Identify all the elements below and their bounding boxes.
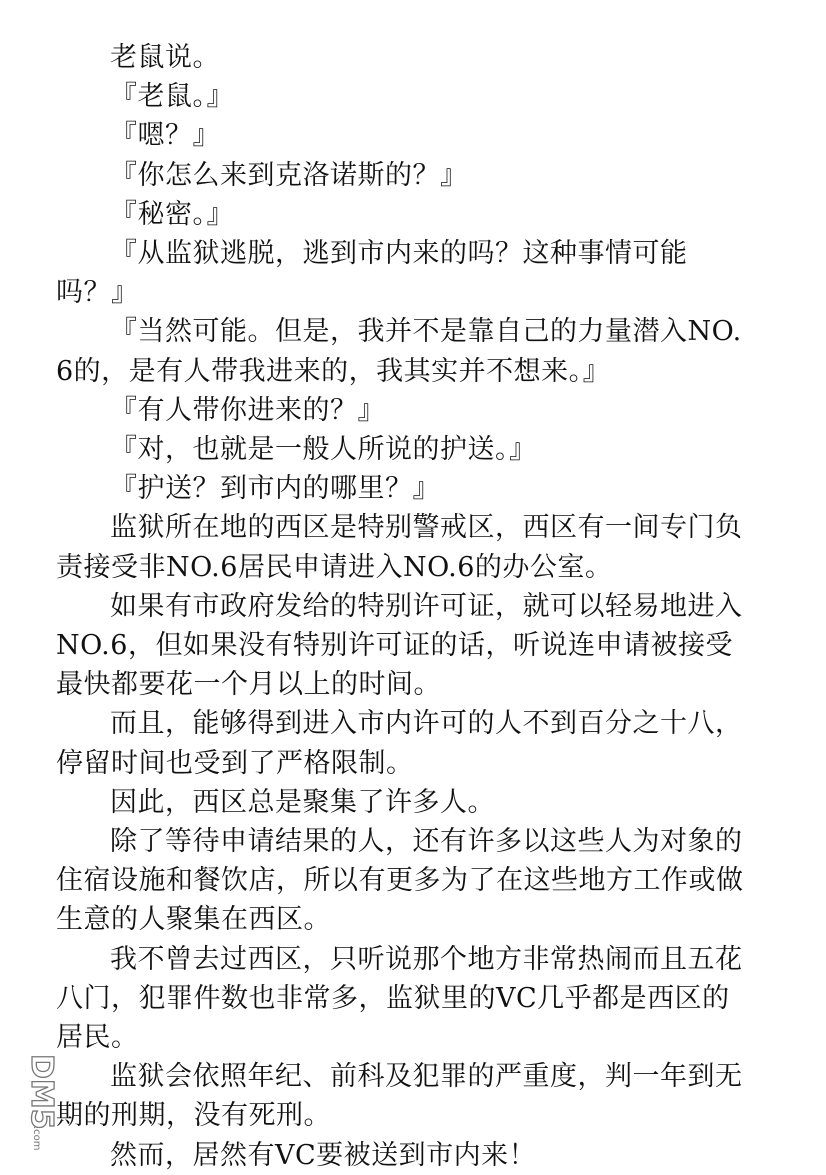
paragraph: 『老鼠。』 — [110, 81, 234, 113]
paragraph: 『你怎么来到克洛诺斯的？』 — [110, 159, 468, 191]
paragraph: 『嗯？』 — [110, 120, 220, 152]
paragraph: 然而，居然有VC要被送到市内来！ — [110, 1139, 537, 1171]
paragraph: 『当然可能。但是，我并不是靠自己的力量潜入NO.6的，是有人带我进来的，我其实并不想来。』 — [56, 316, 742, 387]
paragraph: 『护送？到市内的哪里？』 — [110, 473, 440, 505]
paragraph: 『对，也就是一般人所说的护送。』 — [110, 434, 537, 466]
paragraph: 因此，西区总是聚集了许多人。 — [110, 786, 495, 818]
watermark-logo — [8, 1052, 59, 1162]
paragraph: 『从监狱逃脱，逃到市内来的吗？这种事情可能吗？』 — [56, 238, 688, 309]
paragraph: 而且，能够得到进入市内许可的人不到百分之十八，停留时间也受到了严格限制。 — [56, 708, 743, 779]
watermark-suffix: .com — [31, 1126, 42, 1151]
paragraph: 除了等待申请结果的人，还有许多以这些人为对象的住宿设施和餐饮店，所以有更多为了在这些地方工作或做生意的人聚集在西区。 — [56, 826, 744, 936]
paragraph: 监狱所在地的西区是特别警戒区，西区有一间专门负责接受非NO.6居民申请进入NO.6的办公室。 — [56, 512, 743, 583]
dm5-logo-icon — [8, 1052, 59, 1162]
watermark-text: DM5 — [24, 1054, 59, 1130]
paragraph: 我不曾去过西区，只听说那个地方非常热闹而且五花八门，犯罪件数也非常多，监狱里的VC几乎都是西区的居民。 — [56, 943, 743, 1054]
paragraph: 『有人带你进来的？』 — [110, 394, 385, 426]
paragraph: 如果有市政府发给的特别许可证，就可以轻易地进入NO.6，但如果没有特别许可证的话，听说连申请被接受最快都要花一个月以上的时间。 — [56, 590, 743, 701]
document-page — [56, 38, 756, 1175]
paragraph: 『秘密。』 — [110, 198, 234, 230]
paragraph: 监狱会依照年纪、前科及犯罪的严重度，判一年到无期的刑期，没有死刑。 — [56, 1061, 743, 1132]
paragraph: 老鼠说。 — [110, 42, 220, 73]
